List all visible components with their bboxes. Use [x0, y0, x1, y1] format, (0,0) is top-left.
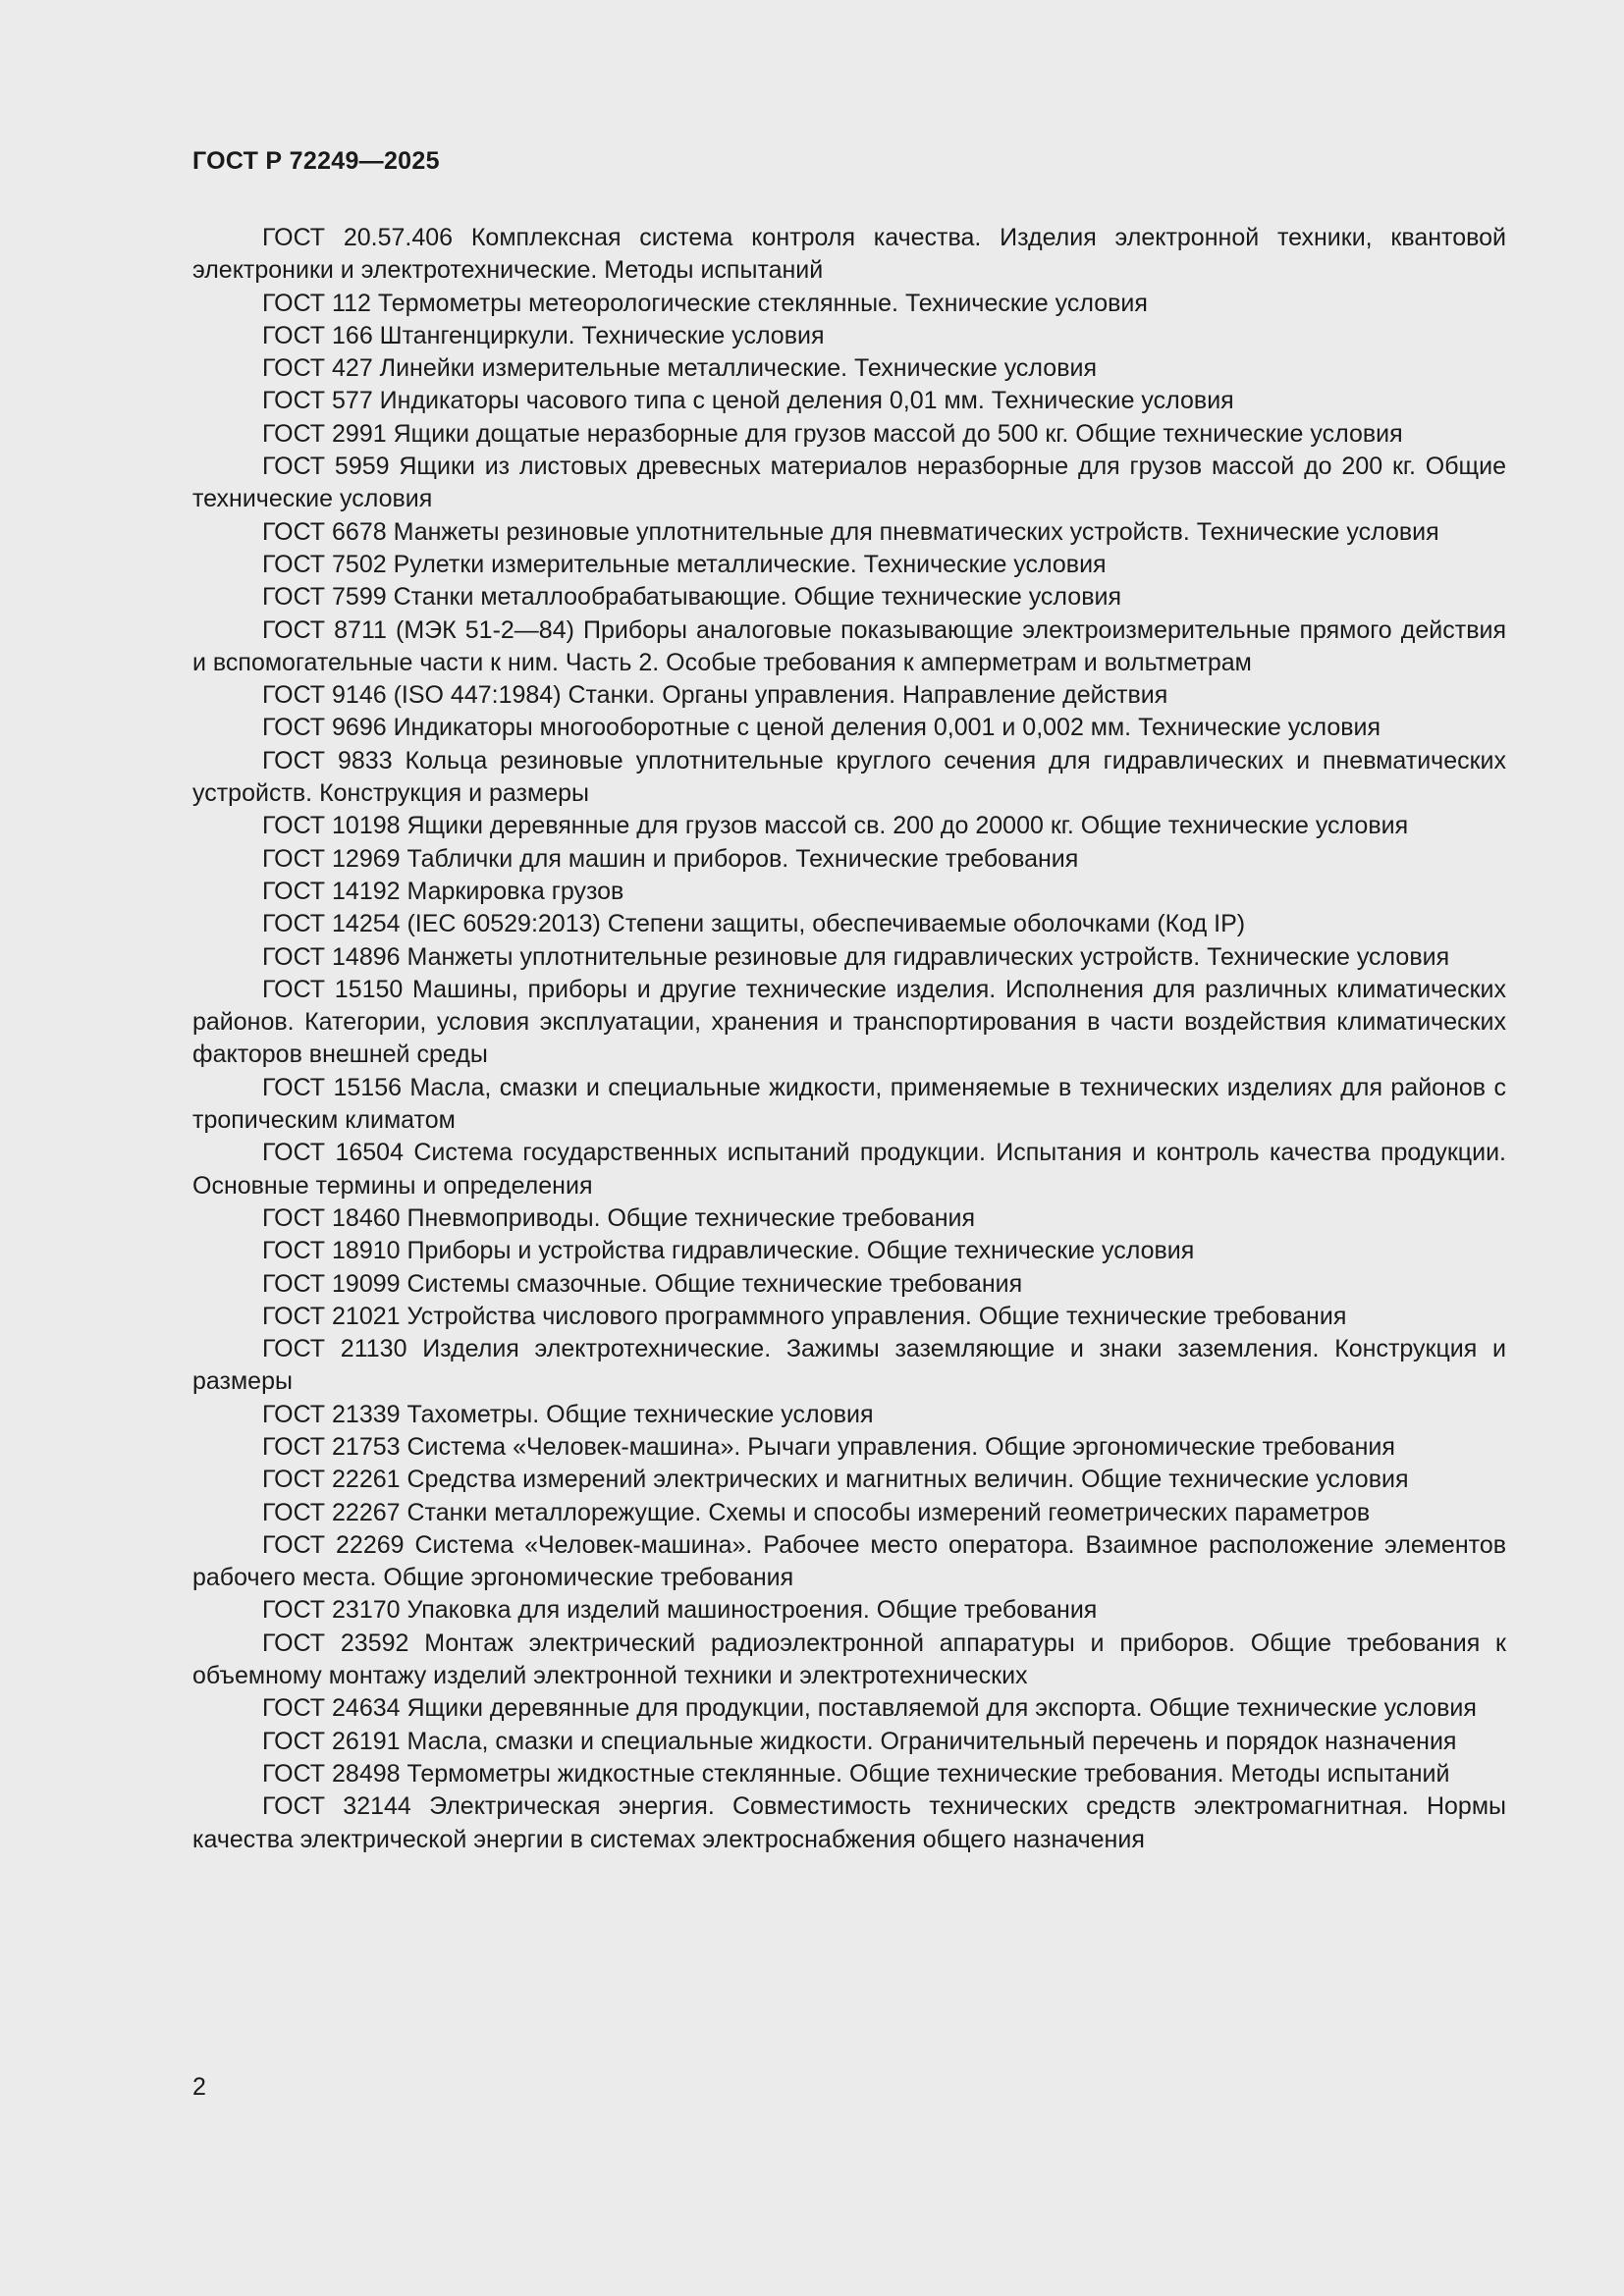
- reference-entry: ГОСТ 21021 Устройства числового программного управления. Общие технические требования: [262, 1302, 1347, 1330]
- reference-entry: ГОСТ 23170 Упаковка для изделий машиностроения. Общие требования: [262, 1596, 1098, 1625]
- reference-entry: ГОСТ 32144 Электрическая энергия. Совместимость технических средств электромагнитная. Нормы качества электрической энергии в системах электроснабжения общего назначения: [192, 1792, 1506, 1853]
- reference-entry: ГОСТ 28498 Термометры жидкостные стеклянные. Общие технические требования. Методы испытаний: [262, 1759, 1450, 1788]
- reference-entry: ГОСТ 9146 (ISO 447:1984) Станки. Органы управления. Направление действия: [262, 681, 1168, 710]
- reference-entry: ГОСТ 9696 Индикаторы многооборотные с ценой деления 0,001 и 0,002 мм. Технические условия: [262, 714, 1381, 742]
- reference-entry: ГОСТ 427 Линейки измерительные металлические. Технические условия: [262, 354, 1097, 383]
- reference-entry: ГОСТ 18910 Приборы и устройства гидравлические. Общие технические условия: [262, 1237, 1195, 1265]
- reference-entry: ГОСТ 9833 Кольца резиновые уплотнительные круглого сечения для гидравлических и пневматических устройств. Конструкция и размеры: [192, 746, 1506, 808]
- reference-entry: ГОСТ 21130 Изделия электротехнические. Зажимы заземляющие и знаки заземления. Конструкция и размеры: [192, 1335, 1506, 1396]
- reference-entry: ГОСТ 166 Штангенциркули. Технические условия: [262, 321, 825, 349]
- reference-entry: ГОСТ 14896 Манжеты уплотнительные резиновые для гидравлических устройств. Технические условия: [262, 942, 1450, 971]
- reference-entry: ГОСТ 23592 Монтаж электрический радиоэлектронной аппаратуры и приборов. Общие требования к объемному монтажу изделий электронной техники и электротехнических: [192, 1629, 1506, 1690]
- reference-entry: ГОСТ 24634 Ящики деревянные для продукции, поставляемой для экспорта. Общие технические условия: [262, 1694, 1477, 1723]
- reference-entry: ГОСТ 14192 Маркировка грузов: [262, 877, 624, 905]
- reference-entry: ГОСТ 577 Индикаторы часового типа с ценой деления 0,01 мм. Технические условия: [262, 387, 1234, 415]
- reference-entry: ГОСТ 10198 Ящики деревянные для грузов массой св. 200 до 20000 кг. Общие технические условия: [262, 812, 1409, 840]
- normative-references-list: [192, 222, 1506, 1856]
- reference-entry: ГОСТ 7599 Станки металлообрабатывающие. Общие технические условия: [262, 583, 1121, 612]
- reference-entry: ГОСТ 21753 Система «Человек-машина». Рычаги управления. Общие эргономические требования: [262, 1432, 1395, 1461]
- reference-entry: ГОСТ 14254 (IEC 60529:2013) Степени защиты, обеспечиваемые оболочками (Код IP): [262, 910, 1246, 938]
- reference-entry: ГОСТ 19099 Системы смазочные. Общие технические требования: [262, 1269, 1023, 1298]
- reference-entry: ГОСТ 22261 Средства измерений электрических и магнитных величин. Общие технические условия: [262, 1466, 1409, 1494]
- reference-entry: ГОСТ 16504 Система государственных испытаний продукции. Испытания и контроль качества продукции. Основные термины и определения: [192, 1139, 1506, 1200]
- reference-entry: ГОСТ 6678 Манжеты резиновые уплотнительные для пневматических устройств. Технические условия: [262, 517, 1439, 546]
- reference-entry: ГОСТ 112 Термометры метеорологические стеклянные. Технические условия: [262, 289, 1148, 317]
- reference-entry: ГОСТ 2991 Ящики дощатые неразборные для грузов массой до 500 кг. Общие технические условия: [262, 419, 1403, 448]
- reference-entry: ГОСТ 20.57.406 Комплексная система контроля качества. Изделия электронной техники, квантовой электроники и электротехнические. Методы испытаний: [192, 224, 1506, 285]
- page-number: 2: [192, 2073, 206, 2101]
- reference-entry: ГОСТ 5959 Ящики из листовых древесных материалов неразборные для грузов массой до 200 кг. Общие технические условия: [192, 453, 1506, 513]
- reference-entry: ГОСТ 12969 Таблички для машин и приборов. Технические требования: [262, 844, 1079, 873]
- reference-entry: ГОСТ 21339 Тахометры. Общие технические условия: [262, 1400, 874, 1428]
- reference-entry: ГОСТ 15156 Масла, смазки и специальные жидкости, применяемые в технических изделиях для районов с тропическим климатом: [192, 1073, 1506, 1135]
- reference-entry: ГОСТ 22267 Станки металлорежущие. Схемы и способы измерений геометрических параметров: [262, 1498, 1371, 1526]
- reference-entry: ГОСТ 8711 (МЭК 51-2—84) Приборы аналоговые показывающие электроизмерительные прямого действия и вспомогательные части к ним. Часть 2. Особые требования к амперметрам и вольтметрам: [192, 615, 1506, 676]
- reference-entry: ГОСТ 7502 Рулетки измерительные металлические. Технические условия: [262, 550, 1107, 578]
- reference-entry: ГОСТ 22269 Система «Человек-машина». Рабочее место оператора. Взаимное расположение элементов рабочего места. Общие эргономические требования: [192, 1530, 1506, 1592]
- reference-entry: ГОСТ 15150 Машины, приборы и другие технические изделия. Исполнения для различных климатических районов. Категории, условия эксплуатации, хранения и транспортирования в части воздействия климатических факторов внешней среды: [192, 975, 1506, 1069]
- reference-entry: ГОСТ 18460 Пневмоприводы. Общие технические требования: [262, 1203, 976, 1232]
- document-header: ГОСТ Р 72249—2025: [192, 147, 440, 175]
- reference-entry: ГОСТ 26191 Масла, смазки и специальные жидкости. Ограничительный перечень и порядок назначения: [262, 1727, 1457, 1755]
